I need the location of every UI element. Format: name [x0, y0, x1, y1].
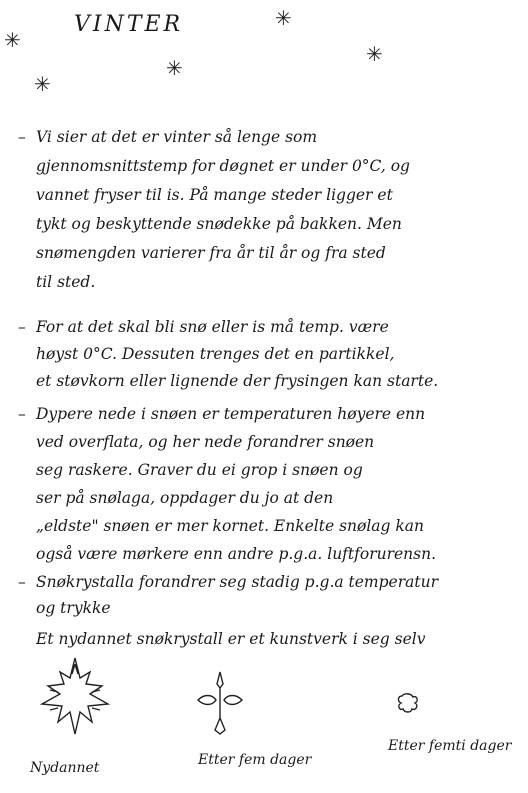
text-line: Snøkrystalla forandrer seg stadig p.g.a temperatur [36, 573, 439, 591]
caption-five-days: Etter fem dager [198, 752, 312, 768]
page-title: VINTER [74, 12, 184, 37]
text-line: vannet fryser til is. På mange steder ligger et [36, 186, 393, 204]
text-line: et støvkorn eller lignende der frysingen kan starte. [36, 372, 439, 390]
text-line: ser på snølaga, oppdager du jo at den [36, 489, 334, 507]
text-line: tykt og beskyttende snødekke på bakken. Men [36, 215, 402, 233]
text-line: og trykke [36, 599, 111, 617]
text-line: seg raskere. Graver du ei grop i snøen og [36, 461, 363, 479]
notebook-page: VINTER ✳ ✳ ✳ ✳ ✳ – Vi sier at det er vinter så lenge som gjennomsnittstemp for døgnet er under 0°C, og vannet fryser til is. På mange steder ligger et tykt og beskyttende snødekke på bakken. Men snømengden varierer fra år til år og fra sted til sted. – For at det skal bli snø eller is må temp. være høyst 0°C. Dessuten trenges det en partikkel, et støvkorn eller lignende der frysingen kan starte. – Dypere nede i snøen er temperaturen høyere enn ved overflata, og her nede forandrer snøen seg raskere. Graver du ei grop i snøen og ser på snølaga, oppdager du jo at den „eldste" snøen er mer kornet. Enkelte snølag kan også være mørkere enn andre p.g.a. luftforurensn. – Snøkrystalla forandrer seg stadig p.g.a temperatur og trykke Et nydannet snøkrystall er et kunstverk i seg selv Nydannet Etter fem dager Etter femti dager [4, 6, 512, 776]
star-icon: ✳ [4, 28, 21, 52]
text-line: ved overflata, og her nede forandrer snøen [36, 433, 375, 451]
caption-new: Nydannet [30, 760, 100, 776]
snowflake-five-days-icon [190, 668, 250, 738]
text-line: snømengden varierer fra år til år og fra sted [36, 244, 386, 262]
text-line: gjennomsnittstemp for døgnet er under 0°C, og [36, 157, 410, 175]
star-icon: ✳ [34, 72, 51, 96]
caption-fifty-days: Etter femti dager [388, 738, 512, 754]
text-line: Vi sier at det er vinter så lenge som [36, 128, 318, 146]
star-icon: ✳ [275, 6, 292, 30]
snowflake-new-icon [20, 650, 130, 750]
text-line: høyst 0°C. Dessuten trenges det en partikkel, [36, 345, 395, 363]
text-line: For at det skal bli snø eller is må temp. være [36, 318, 389, 336]
snowflake-fifty-days-icon [394, 690, 422, 716]
star-icon: ✳ [366, 42, 383, 66]
text-line: „eldste" snøen er mer kornet. Enkelte snølag kan [36, 517, 425, 535]
text-line: til sted. [36, 273, 96, 291]
text-line: også være mørkere enn andre p.g.a. luftforurensn. [36, 545, 437, 563]
star-icon: ✳ [166, 56, 183, 80]
text-line: Dypere nede i snøen er temperaturen høyere enn [36, 405, 426, 423]
